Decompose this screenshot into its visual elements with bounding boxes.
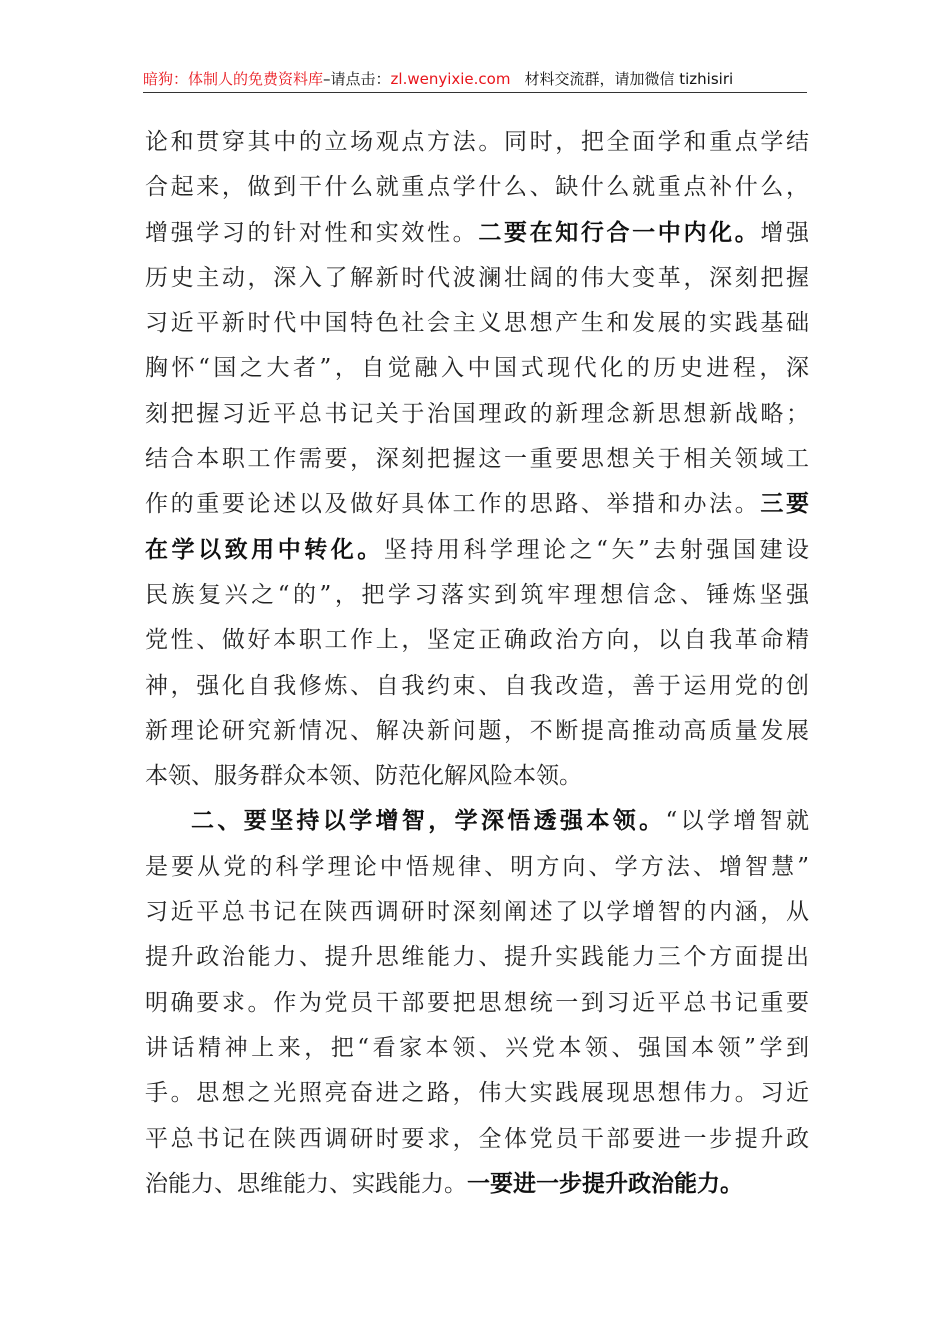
body-line bbox=[145, 482, 809, 527]
body-text: 刻把握习近平总书记关于治国理政的新理念新思想新战略； bbox=[145, 400, 809, 427]
body-line bbox=[145, 1117, 809, 1162]
page-header bbox=[143, 66, 807, 93]
body-text: 治能力、思维能力、实践能力。 bbox=[145, 1170, 467, 1197]
body-line bbox=[145, 935, 809, 980]
body-line bbox=[145, 799, 809, 844]
bold-heading-text: 二要在知行合一中内化。 bbox=[478, 219, 761, 246]
body-line bbox=[145, 392, 809, 437]
body-line bbox=[145, 573, 809, 618]
body-text: 胸怀“国之大者”，自觉融入中国式现代化的历史进程，深 bbox=[145, 355, 809, 382]
body-text: 坚持用科学理论之“矢”去射强国建设 bbox=[383, 536, 809, 563]
body-line bbox=[145, 981, 809, 1026]
body-line bbox=[145, 120, 809, 165]
body-text: 增强 bbox=[760, 219, 810, 246]
body-text: 结合本职工作需要，深刻把握这一重要思想关于相关领域工 bbox=[145, 446, 809, 473]
body-text: 习近平新时代中国特色社会主义思想产生和发展的实践基础 bbox=[145, 310, 809, 337]
body-text: 新理论研究新情况、解决新问题，不断提高推动高质量发展 bbox=[145, 717, 809, 744]
body-text: 论和贯穿其中的立场观点方法。同时，把全面学和重点学结 bbox=[145, 129, 809, 155]
body-text: 作的重要论述以及做好具体工作的思路、举措和办法。 bbox=[145, 491, 761, 518]
body-text: 本领、服务群众本领、防范化解风险本领。 bbox=[145, 763, 582, 790]
body-line bbox=[145, 165, 809, 210]
body-line bbox=[145, 845, 809, 890]
body-line bbox=[145, 256, 809, 301]
bold-heading-text: 二、要坚持以学增智，学深悟透强本领。 bbox=[191, 808, 666, 835]
body-line bbox=[145, 1162, 809, 1207]
body-text: 党性、做好本职工作上，坚定正确政治方向，以自我革命精 bbox=[145, 627, 809, 654]
body-line bbox=[145, 1026, 809, 1071]
body-line bbox=[145, 301, 809, 346]
bold-heading-text: 在学以致用中转化。 bbox=[145, 536, 384, 563]
body-line bbox=[145, 709, 809, 754]
body-text: 历史主动，深入了解新时代波澜壮阔的伟大变革，深刻把握 bbox=[145, 264, 809, 291]
body-text: 平总书记在陕西调研时要求，全体党员干部要进一步提升政 bbox=[145, 1125, 809, 1152]
body-line bbox=[145, 211, 809, 256]
body-text: 提升政治能力、提升思维能力、提升实践能力三个方面提出 bbox=[145, 944, 809, 971]
body-line bbox=[145, 346, 809, 391]
body-text: 神，强化自我修炼、自我约束、自我改造，善于运用党的创 bbox=[145, 672, 809, 699]
bold-heading-text: 三要 bbox=[760, 491, 810, 518]
bold-heading-text: 一要进一步提升政治能力。 bbox=[467, 1170, 743, 1197]
body-text: 手。思想之光照亮奋进之路，伟大实践展现思想伟力。习近 bbox=[145, 1080, 809, 1107]
body-text: 习近平总书记在陕西调研时深刻阐述了以学增智的内涵，从 bbox=[145, 899, 809, 926]
body-text: 明确要求。作为党员干部要把思想统一到习近平总书记重要 bbox=[145, 989, 809, 1016]
body-line bbox=[145, 1071, 809, 1116]
body-line bbox=[145, 437, 809, 482]
body-text: 增强学习的针对性和实效性。 bbox=[145, 219, 479, 246]
body-line bbox=[145, 664, 809, 709]
body-text: 讲话精神上来，把“看家本领、兴党本领、强国本领”学到 bbox=[145, 1034, 809, 1061]
body-line bbox=[145, 754, 809, 799]
body-line bbox=[145, 890, 809, 935]
body-line bbox=[145, 528, 809, 573]
header-contact: 材料交流群，请加微信 tizhisiri bbox=[524, 70, 734, 88]
header-prompt: –请点击： bbox=[323, 70, 391, 88]
body-text: 是要从党的科学理论中悟规律、明方向、学方法、增智慧” bbox=[145, 853, 809, 880]
body-text: 民族复兴之“的”，把学习落实到筑牢理想信念、锤炼坚强 bbox=[145, 581, 809, 608]
body-text: “以学增智就 bbox=[665, 808, 810, 835]
body-text: 合起来，做到干什么就重点学什么、缺什么就重点补什么， bbox=[145, 174, 809, 201]
body-line bbox=[145, 618, 809, 663]
document-body bbox=[145, 120, 809, 1207]
header-brand: 暗狗：体制人的免费资料库 bbox=[143, 70, 324, 88]
header-url-link[interactable]: zl.wenyixie.com bbox=[390, 70, 511, 88]
